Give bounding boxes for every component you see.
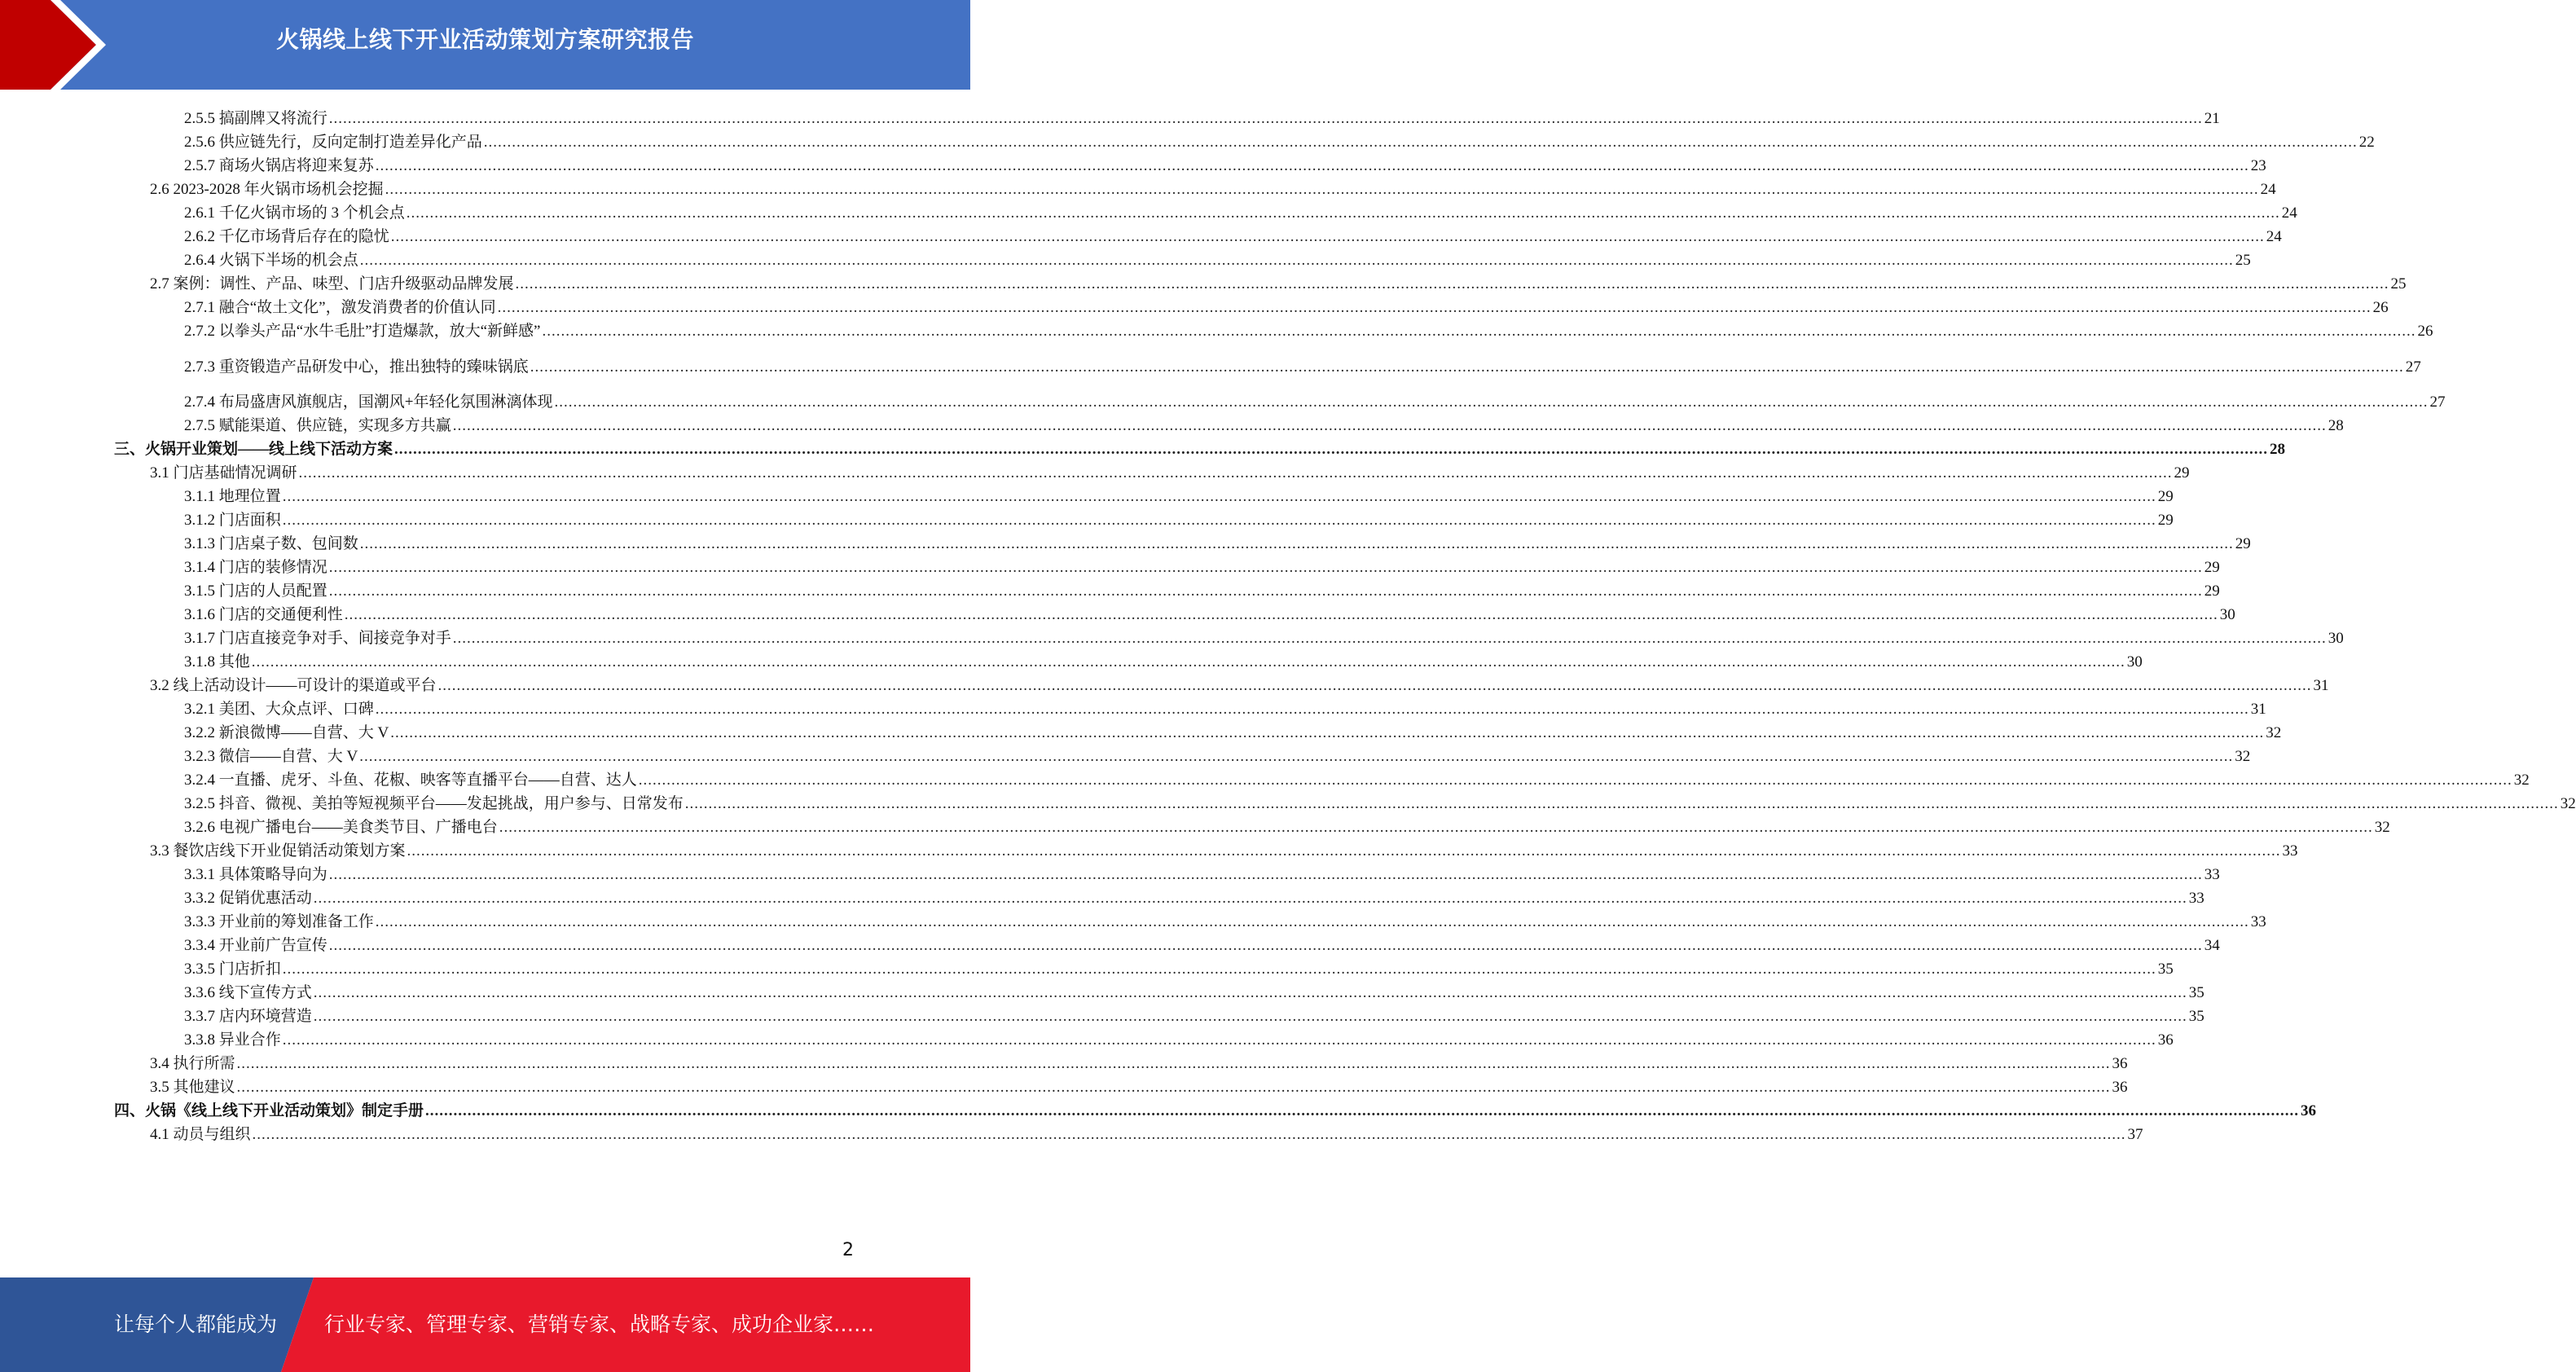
toc-entry-label: 2.5.7 商场火锅店将迎来复苏: [184, 157, 374, 174]
toc-dot-leader: ................................................................................................................................................................................................................................................................................................................................................................................................................: [407, 842, 2281, 860]
toc-entry-page: 21: [2204, 110, 2220, 127]
toc-entry[interactable]: [114, 671, 2329, 696]
page-footer: [0, 1277, 970, 1372]
toc-entry[interactable]: [114, 459, 2190, 483]
toc-dot-leader: ................................................................................................................................................................................................................................................................................................................................................................................................................: [515, 275, 2389, 292]
toc-dot-leader: ................................................................................................................................................................................................................................................................................................................................................................................................................: [530, 358, 2404, 376]
toc-entry-page: 25: [2390, 275, 2407, 292]
toc-entry-label: 3.1.7 门店直接竞争对手、间接竞争对手: [184, 630, 451, 647]
toc-dot-leader: ................................................................................................................................................................................................................................................................................................................................................................................................................: [328, 866, 2203, 883]
toc-entry-label: 4.1 动员与组织: [150, 1126, 251, 1143]
toc-dot-leader: ................................................................................................................................................................................................................................................................................................................................................................................................................: [452, 630, 2327, 647]
toc-entry-page: 29: [2204, 583, 2220, 600]
toc-entry-page: 29: [2204, 559, 2220, 576]
toc-entry-label: 3.1.6 门店的交通便利性: [184, 606, 343, 623]
toc-dot-leader: ................................................................................................................................................................................................................................................................................................................................................................................................................: [406, 204, 2280, 222]
toc-entry-label: 2.7.3 重资锻造产品研发中心，推出独特的臻味锅底: [184, 358, 529, 376]
toc-entry-label: 2.7.5 赋能渠道、供应链，实现多方共赢: [184, 417, 451, 434]
toc-entry[interactable]: [114, 553, 2220, 578]
toc-dot-leader: ................................................................................................................................................................................................................................................................................................................................................................................................................: [282, 488, 2156, 505]
toc-entry-page: 27: [2429, 394, 2446, 411]
toc-dot-leader: ................................................................................................................................................................................................................................................................................................................................................................................................................: [359, 252, 2234, 269]
toc-entry-label: 3.2.3 微信——自营、大 V: [184, 748, 358, 765]
toc-entry-page: 32: [2513, 772, 2530, 789]
toc-dot-leader: ................................................................................................................................................................................................................................................................................................................................................................................................................: [437, 677, 2312, 694]
toc-entry-label: 3.2 线上活动设计——可设计的渠道或平台: [150, 677, 437, 694]
toc-entry-page: 29: [2174, 464, 2190, 482]
toc-dot-leader: ................................................................................................................................................................................................................................................................................................................................................................................................................: [390, 724, 2265, 741]
page-number: 2: [842, 1240, 854, 1260]
toc-entry-page: 30: [2219, 606, 2235, 623]
toc-entry-label: 3.2.2 新浪微博——自营、大 V: [184, 724, 389, 741]
toc-entry-page: 35: [2157, 961, 2174, 978]
toc-dot-leader: ................................................................................................................................................................................................................................................................................................................................................................................................................: [638, 772, 2512, 789]
toc-entry[interactable]: [114, 128, 2375, 152]
toc-entry-page: 24: [2260, 181, 2276, 198]
toc-dot-leader: ................................................................................................................................................................................................................................................................................................................................................................................................................: [425, 1102, 2300, 1119]
toc-entry[interactable]: [114, 317, 2433, 341]
toc-entry[interactable]: [114, 742, 2251, 767]
toc-entry-label: 3.2.5 抖音、微视、美拍等短视频平台——发起挑战，用户参与、日常发布: [184, 795, 684, 812]
toc-dot-leader: ................................................................................................................................................................................................................................................................................................................................................................................................................: [359, 748, 2234, 765]
toc-entry-label: 3.3.2 促销优惠活动: [184, 890, 312, 907]
toc-dot-leader: ................................................................................................................................................................................................................................................................................................................................................................................................................: [359, 535, 2234, 552]
toc-entry[interactable]: [114, 766, 2530, 790]
toc-entry[interactable]: [114, 978, 2205, 1003]
toc-entry-label: 3.3.3 开业前的筹划准备工作: [184, 913, 374, 930]
toc-entry[interactable]: [114, 1120, 2143, 1145]
toc-entry[interactable]: [114, 388, 2446, 412]
toc-entry-page: 26: [2417, 323, 2433, 340]
toc-entry[interactable]: [114, 152, 2266, 176]
toc-entry[interactable]: [114, 270, 2407, 294]
toc-dot-leader: ................................................................................................................................................................................................................................................................................................................................................................................................................: [313, 984, 2187, 1001]
toc-entry-page: 29: [2235, 535, 2251, 552]
toc-dot-leader: ................................................................................................................................................................................................................................................................................................................................................................................................................: [483, 134, 2358, 151]
toc-entry[interactable]: [114, 482, 2174, 507]
toc-entry-page: 29: [2157, 488, 2174, 505]
toc-dot-leader: ................................................................................................................................................................................................................................................................................................................................................................................................................: [313, 890, 2187, 907]
toc-dot-leader: ................................................................................................................................................................................................................................................................................................................................................................................................................: [375, 701, 2249, 718]
toc-entry[interactable]: [114, 600, 2235, 625]
toc-dot-leader: ................................................................................................................................................................................................................................................................................................................................................................................................................: [375, 157, 2249, 174]
toc-entry-page: 32: [2374, 819, 2390, 836]
toc-entry-page: 35: [2188, 984, 2205, 1001]
toc-entry-label: 3.3.1 具体策略导向为: [184, 866, 327, 883]
toc-entry[interactable]: [114, 1002, 2205, 1027]
toc-entry[interactable]: [114, 293, 2389, 318]
toc-entry-label: 2.7.4 布局盛唐风旗舰店，国潮风+年轻化氛围淋漓体现: [184, 394, 553, 411]
toc-entry-page: 28: [2270, 441, 2286, 458]
toc-entry-page: 22: [2358, 134, 2375, 151]
toc-entry[interactable]: [114, 506, 2174, 530]
toc-entry-page: 33: [2250, 913, 2266, 930]
toc-dot-leader: ................................................................................................................................................................................................................................................................................................................................................................................................................: [497, 299, 2372, 316]
toc-entry-page: 29: [2157, 512, 2174, 529]
toc-entry-page: 24: [2281, 204, 2297, 222]
toc-entry[interactable]: [114, 530, 2251, 554]
toc-entry-label: 2.6.2 千亿市场背后存在的隐忧: [184, 228, 389, 245]
document-title: 火锅线上线下开业活动策划方案研究报告: [275, 26, 694, 53]
toc-dot-leader: ................................................................................................................................................................................................................................................................................................................................................................................................................: [236, 1055, 2111, 1072]
toc-entry-label: 3.2.1 美团、大众点评、口碑: [184, 701, 374, 718]
toc-entry-page: 25: [2235, 252, 2251, 269]
toc-entry-page: 33: [2204, 866, 2220, 883]
toc-entry[interactable]: [114, 837, 2298, 861]
toc-dot-leader: ................................................................................................................................................................................................................................................................................................................................................................................................................: [394, 441, 2269, 458]
toc-dot-leader: ................................................................................................................................................................................................................................................................................................................................................................................................................: [328, 583, 2203, 600]
toc-entry-label: 3.1.1 地理位置: [184, 488, 281, 505]
toc-dot-leader: ................................................................................................................................................................................................................................................................................................................................................................................................................: [344, 606, 2218, 623]
toc-entry-page: 32: [2560, 795, 2576, 812]
toc-entry-page: 36: [2157, 1031, 2174, 1049]
toc-entry-page: 34: [2204, 937, 2220, 954]
toc-entry-page: 31: [2250, 701, 2266, 718]
toc-dot-leader: ................................................................................................................................................................................................................................................................................................................................................................................................................: [282, 512, 2156, 529]
toc-entry-label: 3.1.4 门店的装修情况: [184, 559, 327, 576]
toc-entry-label: 2.6.1 千亿火锅市场的 3 个机会点: [184, 204, 405, 222]
toc-entry[interactable]: [114, 222, 2282, 247]
toc-entry-page: 23: [2250, 157, 2266, 174]
toc-entry-page: 35: [2188, 1008, 2205, 1025]
toc-entry-label: 3.3.4 开业前广告宣传: [184, 937, 327, 954]
toc-entry-label: 3.3 餐饮店线下开业促销活动策划方案: [150, 842, 406, 860]
toc-entry-label: 2.7.1 融合“故土文化”，激发消费者的价值认同: [184, 299, 496, 316]
toc-dot-leader: ................................................................................................................................................................................................................................................................................................................................................................................................................: [282, 1031, 2156, 1049]
toc-entry[interactable]: [114, 199, 2297, 223]
toc-entry-label: 2.6 2023-2028 年火锅市场机会挖掘: [150, 181, 384, 198]
toc-entry-label: 3.4 执行所需: [150, 1055, 235, 1072]
toc-entry-label: 2.7.2 以拳头产品“水牛毛肚”打造爆款，放大“新鲜感”: [184, 323, 541, 340]
toc-entry-label: 四、火锅《线上线下开业活动策划》制定手册: [114, 1102, 424, 1119]
toc-dot-leader: ................................................................................................................................................................................................................................................................................................................................................................................................................: [684, 795, 2559, 812]
toc-dot-leader: ................................................................................................................................................................................................................................................................................................................................................................................................................: [375, 913, 2249, 930]
toc-entry-label: 3.5 其他建议: [150, 1079, 235, 1096]
toc-entry-page: 27: [2405, 358, 2421, 376]
toc-dot-leader: ................................................................................................................................................................................................................................................................................................................................................................................................................: [328, 937, 2203, 954]
toc-dot-leader: ................................................................................................................................................................................................................................................................................................................................................................................................................: [542, 323, 2416, 340]
toc-entry[interactable]: [114, 353, 2421, 377]
toc-dot-leader: ................................................................................................................................................................................................................................................................................................................................................................................................................: [252, 1126, 2126, 1143]
toc-dot-leader: ................................................................................................................................................................................................................................................................................................................................................................................................................: [298, 464, 2173, 482]
toc-entry[interactable]: [114, 813, 2390, 838]
footer-slogan-right: 行业专家、管理专家、营销专家、战略专家、成功企业家……: [324, 1313, 875, 1336]
toc-entry[interactable]: [114, 175, 2276, 200]
toc-entry-label: 3.1 门店基础情况调研: [150, 464, 297, 482]
toc-entry-label: 3.3.5 门店折扣: [184, 961, 281, 978]
toc-entry-page: 36: [2112, 1079, 2128, 1096]
toc-dot-leader: ................................................................................................................................................................................................................................................................................................................................................................................................................: [452, 417, 2327, 434]
toc-dot-leader: ................................................................................................................................................................................................................................................................................................................................................................................................................: [390, 228, 2265, 245]
toc-entry-page: 26: [2372, 299, 2389, 316]
toc-entry[interactable]: [114, 1026, 2174, 1050]
toc-entry[interactable]: [114, 860, 2220, 885]
toc-entry-page: 30: [2126, 653, 2143, 671]
toc-entry-label: 3.2.4 一直播、虎牙、斗鱼、花椒、映客等直播平台——自营、达人: [184, 772, 637, 789]
toc-entry-page: 36: [2112, 1055, 2128, 1072]
toc-entry-page: 33: [2188, 890, 2205, 907]
toc-dot-leader: ................................................................................................................................................................................................................................................................................................................................................................................................................: [282, 961, 2156, 978]
toc-entry-label: 2.5.5 搞副牌又将流行: [184, 110, 327, 127]
toc-entry-label: 2.6.4 火锅下半场的机会点: [184, 252, 358, 269]
toc-entry-page: 24: [2266, 228, 2282, 245]
toc-entry-label: 3.2.6 电视广播电台——美食类节目、广播电台: [184, 819, 498, 836]
toc-entry[interactable]: [114, 789, 2576, 814]
toc-entry[interactable]: [114, 1049, 2128, 1074]
toc-dot-leader: ................................................................................................................................................................................................................................................................................................................................................................................................................: [328, 559, 2203, 576]
toc-entry-page: 33: [2282, 842, 2298, 860]
toc-entry[interactable]: [114, 719, 2282, 743]
toc-entry[interactable]: [114, 648, 2143, 672]
toc-entry[interactable]: [114, 884, 2205, 908]
toc-dot-leader: ................................................................................................................................................................................................................................................................................................................................................................................................................: [554, 394, 2429, 411]
toc-dot-leader: ................................................................................................................................................................................................................................................................................................................................................................................................................: [313, 1008, 2187, 1025]
toc-entry-label: 3.3.7 店内环境营造: [184, 1008, 312, 1025]
toc-entry-page: 31: [2313, 677, 2329, 694]
toc-entry-label: 三、火锅开业策划——线上线下活动方案: [114, 441, 393, 458]
toc-entry-page: 30: [2328, 630, 2344, 647]
toc-entry[interactable]: [114, 246, 2251, 270]
toc-entry-page: 32: [2266, 724, 2282, 741]
page-header: [0, 0, 970, 90]
toc-entry[interactable]: [114, 435, 2286, 460]
toc-dot-leader: ................................................................................................................................................................................................................................................................................................................................................................................................................: [328, 110, 2203, 127]
toc-entry-label: 3.1.2 门店面积: [184, 512, 281, 529]
toc-entry[interactable]: [114, 1073, 2128, 1097]
toc-entry[interactable]: [114, 908, 2266, 932]
toc-dot-leader: ................................................................................................................................................................................................................................................................................................................................................................................................................: [385, 181, 2259, 198]
toc-entry-label: 2.5.6 供应链先行，反向定制打造差异化产品: [184, 134, 482, 151]
toc-entry[interactable]: [114, 577, 2220, 601]
toc-entry[interactable]: [114, 955, 2174, 979]
toc-dot-leader: ................................................................................................................................................................................................................................................................................................................................................................................................................: [499, 819, 2373, 836]
toc-entry-label: 3.1.5 门店的人员配置: [184, 583, 327, 600]
toc-entry[interactable]: [114, 695, 2266, 719]
toc-entry-page: 37: [2127, 1126, 2143, 1143]
toc-entry[interactable]: [114, 104, 2220, 129]
toc-entry-label: 2.7 案例：调性、产品、味型、门店升级驱动品牌发展: [150, 275, 514, 292]
toc-entry-page: 28: [2328, 417, 2344, 434]
toc-entry-label: 3.1.3 门店桌子数、包间数: [184, 535, 358, 552]
toc-entry-page: 36: [2301, 1102, 2317, 1119]
toc-entry-label: 3.3.6 线下宣传方式: [184, 984, 312, 1001]
toc-entry[interactable]: [114, 1097, 2317, 1121]
toc-entry-label: 3.1.8 其他: [184, 653, 250, 671]
toc-dot-leader: ................................................................................................................................................................................................................................................................................................................................................................................................................: [236, 1079, 2111, 1096]
footer-slogan-left: 让每个人都能成为: [114, 1313, 278, 1336]
toc-entry-label: 3.3.8 异业合作: [184, 1031, 281, 1049]
toc-dot-leader: ................................................................................................................................................................................................................................................................................................................................................................................................................: [251, 653, 2125, 671]
toc-entry-page: 32: [2235, 748, 2251, 765]
toc-entry[interactable]: [114, 411, 2344, 436]
toc-entry[interactable]: [114, 624, 2344, 649]
toc-entry[interactable]: [114, 931, 2220, 956]
